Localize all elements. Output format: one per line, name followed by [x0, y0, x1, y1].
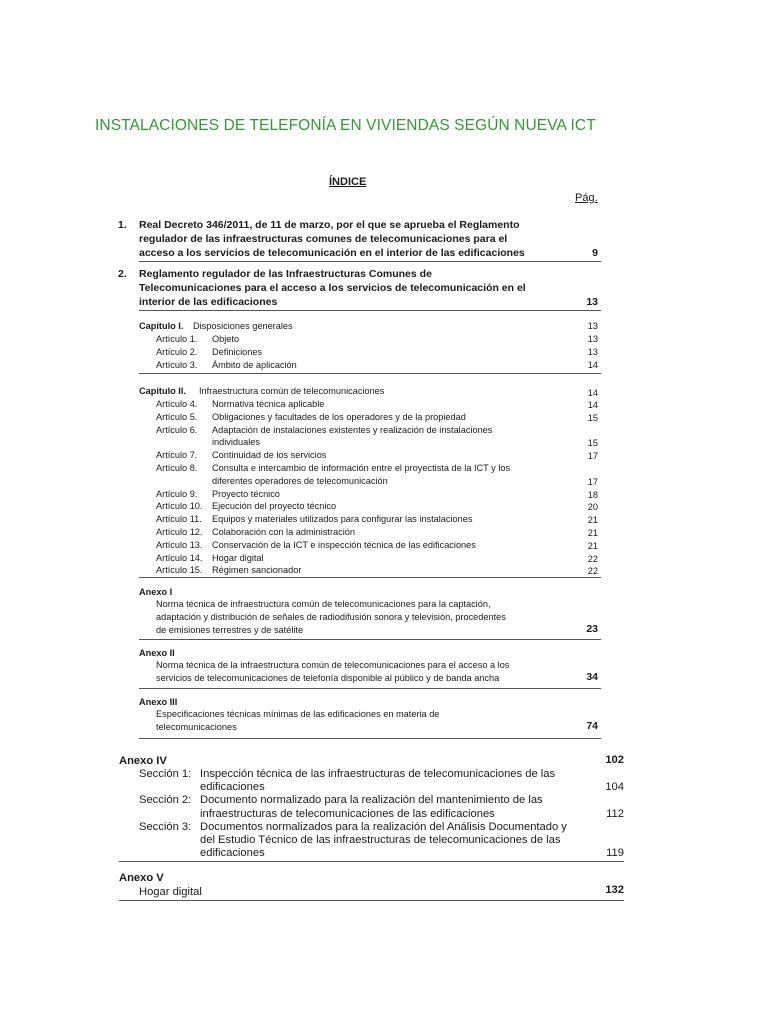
toc-annex-section-title: Inspección técnica de las infraestructuras de telecomunicaciones de las [200, 768, 556, 780]
annex-subtitle: Hogar digital [139, 886, 202, 898]
toc-article-label: Artículo 15. [156, 565, 203, 576]
annex-4-underline [119, 861, 624, 862]
toc-annex-section-title: edificaciones [200, 847, 265, 860]
annex-title-line: adaptación y distribución de señales de radiodifusión sonora y televisión, procedentes [156, 612, 506, 622]
toc-article-label: Artículo 14. [156, 552, 203, 563]
page-number: 15 [587, 412, 598, 423]
toc-annex-section-label: Sección 2: [139, 794, 192, 807]
chapter-label: Capítulo II. [139, 386, 186, 396]
page-number: 21 [587, 540, 598, 551]
page-number: 104 [605, 781, 624, 794]
page-number: 112 [606, 807, 624, 820]
toc-article-title: Régimen sancionador [212, 565, 302, 576]
toc-article-label: Artículo 8. [156, 463, 198, 473]
toc-article-title: Definiciones [212, 347, 263, 357]
section-title-line: Reglamento regulador de las Infraestructuras Comunes de [139, 268, 432, 280]
page-number: 14 [587, 400, 598, 410]
underline [139, 738, 601, 739]
underline [139, 639, 601, 640]
toc-article-title: Hogar digital [212, 552, 264, 563]
section-title-line: regulador de las infraestructuras comunes de telecomunicaciones para el [139, 233, 508, 245]
page-number: 23 [586, 623, 598, 635]
section-title-line: Telecomunicaciones para el acceso a los servicios de telecomunicación en el [139, 282, 526, 294]
toc-article-label: Artículo 1. [156, 334, 198, 344]
toc-article-label: Artículo 12. [156, 527, 203, 537]
page-number: 17 [587, 451, 598, 462]
toc-article-title: diferentes operadores de telecomunicación [212, 475, 388, 486]
toc-article-title: Colaboración con la administración [212, 527, 355, 537]
page-number: 22 [587, 553, 598, 564]
toc-annex-section-title: del Estudio Técnico de las infraestructuras de telecomunicaciones de las [200, 834, 561, 846]
toc-annex-section-title: infraestructuras de telecomunicaciones de las edificaciones [200, 807, 495, 820]
annex-title-line: de emisiones terrestres y de satélite [156, 625, 304, 635]
page-number: 13 [587, 347, 598, 357]
page-number: 14 [587, 388, 598, 398]
page-number: 13 [587, 334, 598, 344]
section-number: 1. [118, 219, 127, 231]
underline [119, 900, 624, 901]
page-number: 9 [592, 247, 598, 259]
page-number: 15 [587, 438, 598, 449]
annex-label: Anexo I [139, 587, 173, 597]
annex-title-line: servicios de telecomunicaciones de telefonía disponible al público y de banda ancha [156, 673, 500, 683]
toc-annex-section-title: Documentos normalizados para la realización del Análisis Documentado y [200, 820, 567, 833]
annex-title-line: Norma técnica de la infraestructura común de telecomunicaciones para el acceso a los [156, 660, 510, 670]
annex-title-line: Norma técnica de infraestructura común de telecomunicaciones para la captación, [156, 599, 491, 609]
page-number: 13 [587, 321, 598, 331]
chapter-1-underline [139, 373, 601, 374]
page-number: 22 [587, 566, 598, 577]
annex-label: Anexo II [139, 648, 175, 658]
page-number: 102 [605, 754, 624, 766]
annex-label: Anexo IV [119, 755, 167, 767]
page-number: 14 [587, 360, 598, 370]
chapter-label: Capítulo I. [139, 321, 184, 331]
toc-article-label: Artículo 5. [156, 411, 198, 422]
toc-annex-section-label: Sección 3: [139, 820, 192, 833]
toc-article-title: Normativa técnica aplicable [212, 399, 325, 409]
toc-annex-section-label: Sección 1: [139, 768, 192, 780]
page-number: 13 [586, 296, 598, 308]
page-number: 17 [587, 476, 598, 487]
toc-article-label: Artículo 11. [156, 514, 202, 525]
annex-label: Anexo III [139, 697, 178, 707]
toc-annex-section-title: edificaciones [200, 781, 265, 794]
annex-label: Anexo V [119, 872, 164, 884]
page-number: 18 [587, 489, 598, 500]
page-number: 132 [605, 884, 624, 896]
toc-article-title: Consulta e intercambio de información entre el proyectista de la ICT y los [212, 463, 511, 473]
doc-title: INSTALACIONES DE TELEFONÍA EN VIVIENDAS SEGÚN NUEVA ICT [95, 117, 596, 134]
toc-article-label: Artículo 2. [156, 347, 198, 357]
index-title: ÍNDICE [329, 176, 367, 188]
section-title-line: acceso a los servicios de telecomunicación en el interior de las edificaciones [139, 247, 525, 259]
page-number: 34 [586, 671, 598, 683]
toc-article-label: Artículo 6. [156, 424, 198, 435]
chapter-title: Infraestructura común de telecomunicaciones [199, 386, 385, 396]
toc-article-title: Objeto [212, 334, 240, 344]
toc-article-label: Artículo 3. [156, 360, 198, 370]
page-column-label: Pág. [575, 192, 598, 204]
toc-article-label: Artículo 4. [156, 399, 198, 409]
toc-article-title: Ámbito de aplicación [212, 360, 297, 370]
section-title-line: Real Decreto 346/2011, de 11 de marzo, por el que se aprueba el Reglamento [139, 219, 520, 231]
underline [139, 688, 601, 689]
section-title-line: interior de las edificaciones [139, 296, 278, 308]
chapter-2-underline [139, 577, 601, 578]
page-number: 21 [587, 515, 598, 526]
underline [139, 261, 601, 262]
toc-article-title: Adaptación de instalaciones existentes y realización de instalaciones [212, 424, 493, 435]
toc-article-label: Artículo 7. [156, 450, 198, 461]
toc-article-title: Ejecución del proyecto técnico [212, 501, 337, 512]
section-number: 2. [118, 268, 127, 280]
toc-article-label: Artículo 13. [156, 539, 203, 550]
toc-article-title: Obligaciones y facultades de los operadores y de la propiedad [212, 411, 466, 422]
toc-article-label: Artículo 10. [156, 501, 203, 512]
toc-annex-section-title: Documento normalizado para la realización del mantenimiento de las [200, 794, 543, 807]
toc-article-title: Proyecto técnico [212, 488, 280, 499]
toc-article-title: Conservación de la ICT e inspección técnica de las edificaciones [212, 539, 476, 550]
page-number: 119 [606, 847, 624, 860]
toc-article-label: Artículo 9. [156, 488, 198, 499]
toc-article-title: individuales [212, 437, 261, 448]
underline [139, 310, 601, 311]
page-number: 20 [587, 502, 598, 513]
page-number: 21 [587, 528, 598, 538]
annex-title-line: telecomunicaciones [156, 722, 237, 732]
page-number: 74 [586, 720, 598, 732]
toc-article-title: Equipos y materiales utilizados para configurar las instalaciones [212, 514, 473, 525]
toc-article-title: Continuidad de los servicios [212, 450, 327, 461]
annex-title-line: Especificaciones técnicas mínimas de las edificaciones en materia de [156, 709, 440, 719]
chapter-title: Disposiciones generales [193, 321, 293, 331]
